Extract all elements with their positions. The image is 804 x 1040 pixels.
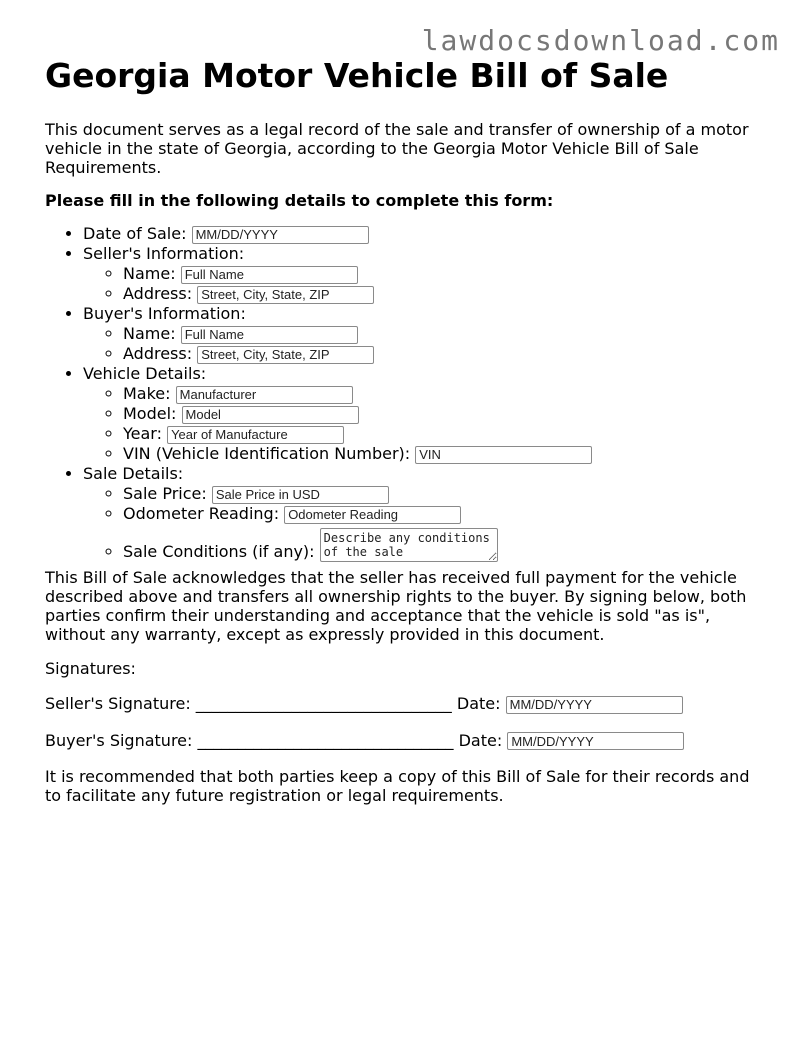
vehicle-model-item — [123, 404, 770, 424]
seller-date-label: Date: — [456, 694, 501, 713]
buyer-fields — [83, 324, 770, 364]
buyer-info-item — [83, 304, 770, 364]
vehicle-make-item — [123, 384, 770, 404]
vehicle-make-label: Make: — [123, 384, 171, 403]
date-of-sale-input[interactable] — [192, 226, 369, 244]
closing-paragraph: This Bill of Sale acknowledges that the seller has received full payment for the vehicle described above and transfers all ownership rights to the buyer. By signing below, both parties confirm their understanding and acceptance that the vehicle is sold "as is", without any warranty, except as expressly provided in this document. — [45, 568, 747, 644]
seller-name-label: Name: — [123, 264, 176, 283]
intro-paragraph: This document serves as a legal record of the sale and transfer of ownership of a motor vehicle in the state of Georgia, according to the Georgia Motor Vehicle Bill of Sale Requirements. — [45, 120, 749, 177]
buyer-address-label: Address: — [123, 344, 193, 363]
vehicle-model-input[interactable] — [182, 406, 359, 424]
document-body — [45, 56, 770, 805]
buyer-info-label: Buyer's Information: — [83, 304, 246, 323]
buyer-name-input[interactable] — [181, 326, 358, 344]
buyer-date-input[interactable] — [507, 732, 684, 750]
date-of-sale-item — [83, 224, 770, 244]
form-prompt: Please fill in the following details to complete this form: — [45, 191, 554, 210]
vehicle-year-item — [123, 424, 770, 444]
vehicle-model-label: Model: — [123, 404, 177, 423]
sale-details-label: Sale Details: — [83, 464, 184, 483]
sale-price-input[interactable] — [212, 486, 389, 504]
sale-price-item — [123, 484, 770, 504]
vehicle-details-item — [83, 364, 770, 464]
form-fields-list — [45, 224, 770, 562]
odometer-item — [123, 504, 770, 524]
seller-date-input[interactable] — [506, 696, 683, 714]
seller-signature-line — [45, 694, 770, 714]
sale-conditions-item — [123, 528, 770, 562]
sale-details-item — [83, 464, 770, 562]
vehicle-vin-label: VIN (Vehicle Identification Number): — [123, 444, 411, 463]
odometer-label: Odometer Reading: — [123, 504, 280, 523]
seller-info-item — [83, 244, 770, 304]
watermark-text: lawdocsdownload.com — [421, 24, 780, 57]
seller-address-item — [123, 284, 770, 304]
seller-signature-label: Seller's Signature: ________________________________ — [45, 694, 452, 713]
buyer-address-item — [123, 344, 770, 364]
seller-address-label: Address: — [123, 284, 193, 303]
sale-fields — [83, 484, 770, 562]
odometer-input[interactable] — [284, 506, 461, 524]
vehicle-vin-input[interactable] — [415, 446, 592, 464]
date-of-sale-label: Date of Sale: — [83, 224, 187, 243]
signatures-heading: Signatures: — [45, 659, 136, 678]
vehicle-make-input[interactable] — [176, 386, 353, 404]
buyer-name-item — [123, 324, 770, 344]
seller-address-input[interactable] — [197, 286, 374, 304]
vehicle-vin-item — [123, 444, 770, 464]
seller-fields — [83, 264, 770, 304]
buyer-date-label: Date: — [458, 730, 503, 750]
recommendation-paragraph: It is recommended that both parties keep a copy of this Bill of Sale for their records and to facilitate any future registration or legal requirements. — [45, 767, 750, 805]
vehicle-fields — [83, 384, 770, 464]
sale-conditions-label: Sale Conditions (if any): — [123, 542, 315, 561]
vehicle-year-input[interactable] — [167, 426, 344, 444]
seller-info-label: Seller's Information: — [83, 244, 245, 263]
vehicle-year-label: Year: — [123, 424, 162, 443]
sale-price-label: Sale Price: — [123, 484, 207, 503]
seller-name-item — [123, 264, 770, 284]
buyer-signature-line — [45, 731, 770, 751]
buyer-address-input[interactable] — [197, 346, 374, 364]
buyer-name-label: Name: — [123, 324, 176, 343]
seller-name-input[interactable] — [181, 266, 358, 284]
buyer-signature-label: Buyer's Signature: ________________________________ — [45, 730, 454, 750]
page-title: Georgia Motor Vehicle Bill of Sale — [45, 56, 669, 95]
sale-conditions-textarea[interactable] — [320, 528, 498, 562]
vehicle-details-label: Vehicle Details: — [83, 364, 207, 383]
